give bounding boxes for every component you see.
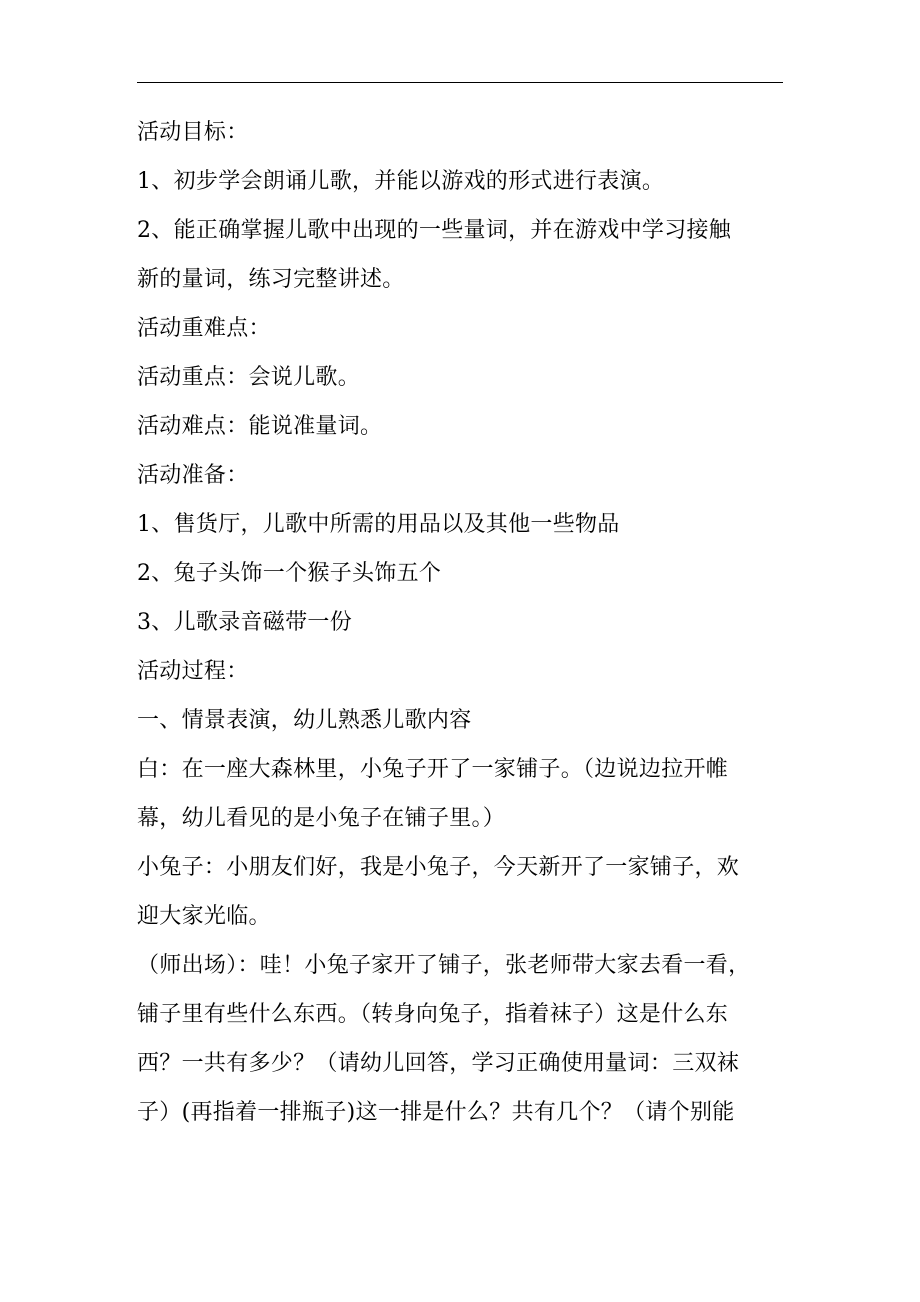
text-line: 小兔子：小朋友们好，我是小兔子，今天新开了一家铺子，欢 bbox=[137, 855, 740, 880]
document-body bbox=[137, 108, 787, 1137]
text-line: 西？一共有多少？（请幼儿回答，学习正确使用量词：三双袜 bbox=[137, 1051, 740, 1076]
text-line: 2、能正确掌握儿歌中出现的一些量词，并在游戏中学习接触 bbox=[137, 218, 732, 243]
text-line: 幕，幼儿看见的是小兔子在铺子里。） bbox=[137, 806, 506, 831]
text-line: 白：在一座大森林里，小兔子开了一家铺子。（边说边拉开帷 bbox=[137, 757, 729, 782]
text-line: （师出场）：哇！小兔子家开了铺子，张老师带大家去看一看， bbox=[137, 953, 751, 978]
text-line: 活动难点：能说准量词。 bbox=[137, 414, 383, 439]
text-line: 一、情景表演，幼儿熟悉儿歌内容 bbox=[137, 708, 472, 733]
text-line: 新的量词，练习完整讲述。 bbox=[137, 267, 405, 292]
text-line: 1、初步学会朗诵儿歌，并能以游戏的形式进行表演。 bbox=[137, 169, 665, 194]
text-line: 迎大家光临。 bbox=[137, 904, 271, 929]
text-line: 活动重难点： bbox=[137, 316, 271, 341]
text-line: 2、兔子头饰一个猴子头饰五个 bbox=[137, 561, 442, 586]
text-line: 子）(再指着一排瓶子)这一排是什么？共有几个？（请个别能 bbox=[137, 1100, 735, 1125]
text-line: 3、儿歌录音磁带一份 bbox=[137, 610, 352, 635]
header-rule bbox=[137, 82, 783, 83]
text-line: 铺子里有些什么东西。（转身向兔子，指着袜子）这是什么东 bbox=[137, 1002, 729, 1027]
text-line: 活动准备： bbox=[137, 463, 249, 488]
text-line: 活动重点：会说儿歌。 bbox=[137, 365, 361, 390]
text-line: 1、售货厅，儿歌中所需的用品以及其他一些物品 bbox=[137, 512, 620, 537]
text-line: 活动过程： bbox=[137, 659, 249, 684]
text-line: 活动目标： bbox=[137, 120, 249, 145]
